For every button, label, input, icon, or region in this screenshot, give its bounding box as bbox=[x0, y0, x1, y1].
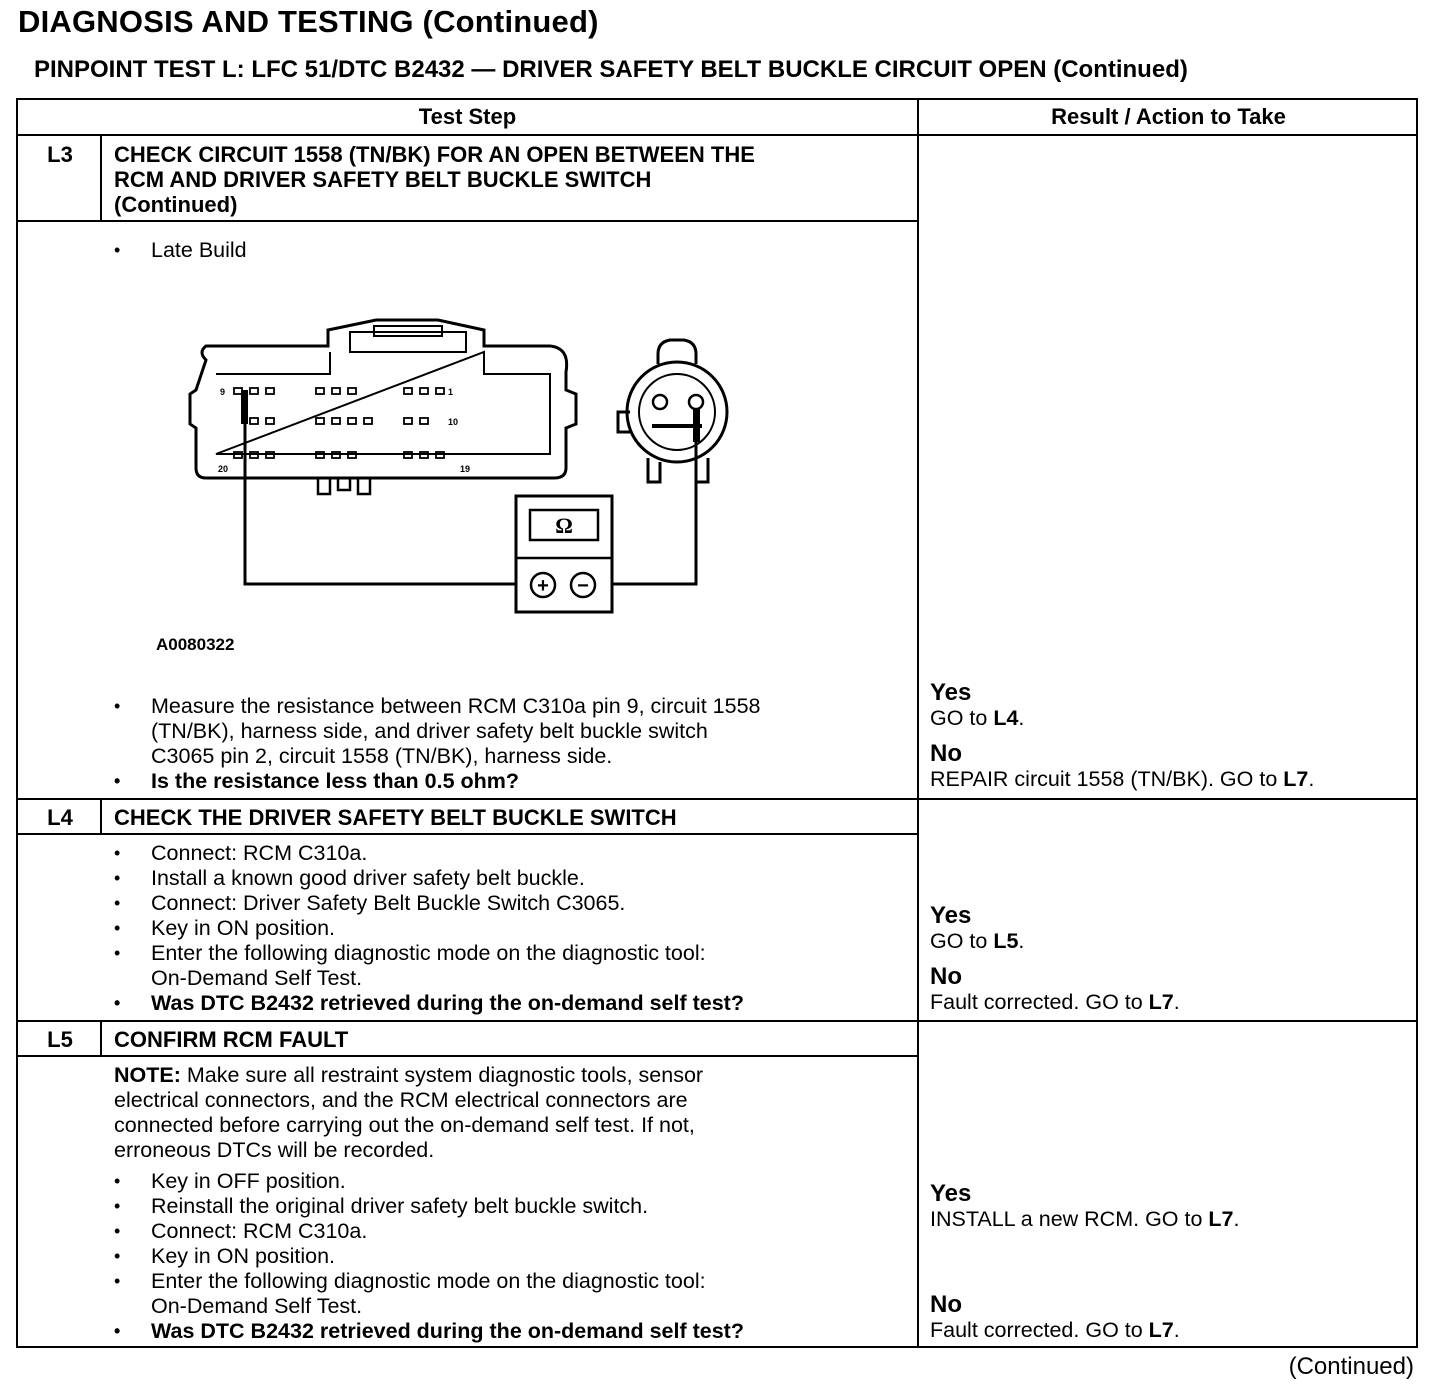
l5-result-yes: Yes INSTALL a new RCM. GO to L7. bbox=[930, 1180, 1240, 1231]
pin-label-9: 9 bbox=[220, 387, 226, 397]
l4-bottom-rule bbox=[18, 1020, 1418, 1022]
minus-terminal: − bbox=[577, 575, 589, 597]
yes-label: Yes bbox=[930, 902, 972, 929]
ohmmeter bbox=[516, 496, 612, 612]
probe-buckle-pin2 bbox=[693, 408, 700, 442]
list-item: • Install a known good driver safety belt buckle. bbox=[114, 866, 744, 891]
list-item: • Connect: RCM C310a. bbox=[114, 841, 744, 866]
go-to-link[interactable]: L7 bbox=[1283, 767, 1309, 791]
header-result-action: Result / Action to Take bbox=[1051, 104, 1286, 129]
step-id-l4: L4 bbox=[47, 805, 73, 830]
list-item: • Connect: Driver Safety Belt Buckle Switch C3065. bbox=[114, 891, 744, 916]
l4-procedure-list bbox=[114, 841, 744, 1016]
pinpoint-test-subtitle: PINPOINT TEST L: LFC 51/DTC B2432 — DRIVER SAFETY BELT BUCKLE CIRCUIT OPEN (Continued) bbox=[34, 56, 1188, 83]
list-item: • Enter the following diagnostic mode on the diagnostic tool: On-Demand Self Test. bbox=[114, 1269, 744, 1319]
list-item: • Connect: RCM C310a. bbox=[114, 1219, 744, 1244]
figure-id: A0080322 bbox=[156, 635, 235, 654]
rcm-connector-resistance-diagram bbox=[178, 312, 748, 632]
positive-lead bbox=[245, 424, 536, 584]
plus-terminal: + bbox=[537, 575, 549, 597]
list-item: • Key in ON position. bbox=[114, 1244, 744, 1269]
no-label: No bbox=[930, 963, 962, 990]
go-to-link[interactable]: L7 bbox=[1148, 1318, 1174, 1342]
page-title: DIAGNOSIS AND TESTING (Continued) bbox=[18, 4, 599, 39]
list-item: • Measure the resistance between RCM C310a pin 9, circuit 1558 (TN/BK), harness side, and driver safety belt buckle switch C3065 pin 2, circuit 1558 (TN/BK), harness side. bbox=[114, 694, 761, 769]
ohm-symbol: Ω bbox=[555, 513, 573, 538]
yes-label: Yes bbox=[930, 1180, 972, 1207]
go-to-link[interactable]: L5 bbox=[993, 929, 1019, 953]
no-label: No bbox=[930, 1291, 962, 1318]
step-id-l3: L3 bbox=[47, 142, 73, 167]
go-to-link[interactable]: L7 bbox=[1208, 1207, 1234, 1231]
go-to-link[interactable]: L4 bbox=[993, 706, 1019, 730]
l4-result: Yes GO to L5. No Fault corrected. GO to L7. bbox=[930, 902, 1180, 1014]
l4-title-rule bbox=[18, 833, 918, 835]
step-title-l4: CHECK THE DRIVER SAFETY BELT BUCKLE SWITCH bbox=[114, 805, 677, 830]
pin-label-20: 20 bbox=[218, 464, 229, 474]
pin-label-1: 1 bbox=[448, 387, 454, 397]
go-to-link[interactable]: L7 bbox=[1148, 990, 1174, 1014]
step-id-l5: L5 bbox=[47, 1027, 73, 1052]
no-label: No bbox=[930, 740, 962, 767]
list-item: • Reinstall the original driver safety belt buckle switch. bbox=[114, 1194, 744, 1219]
list-item-question: • Was DTC B2432 retrieved during the on-demand self test? bbox=[114, 1319, 744, 1344]
continued-footer: (Continued) bbox=[1288, 1353, 1414, 1380]
l3-result: Yes GO to L4. No REPAIR circuit 1558 (TN/BK). GO to L7. bbox=[930, 679, 1315, 791]
list-item-question: • Was DTC B2432 retrieved during the on-demand self test? bbox=[114, 991, 744, 1016]
l3-bottom-rule bbox=[18, 798, 1418, 800]
yes-label: Yes bbox=[930, 679, 972, 706]
l3-late-build-list bbox=[114, 238, 247, 263]
header-test-step: Test Step bbox=[418, 104, 517, 129]
buckle-switch-c3065-connector bbox=[618, 340, 727, 482]
list-item: • Key in ON position. bbox=[114, 916, 744, 941]
pinpoint-test-table bbox=[16, 98, 1418, 1348]
list-item: • Key in OFF position. bbox=[114, 1169, 744, 1194]
l3-procedure-list bbox=[114, 694, 761, 794]
column-divider bbox=[917, 100, 919, 1348]
list-item: • Enter the following diagnostic mode on the diagnostic tool: On-Demand Self Test. bbox=[114, 941, 744, 991]
step-title-l5: CONFIRM RCM FAULT bbox=[114, 1027, 349, 1052]
pin-label-10: 10 bbox=[448, 417, 459, 427]
probe-rcm-pin9 bbox=[241, 390, 248, 424]
l5-result-no: No Fault corrected. GO to L7. bbox=[930, 1291, 1180, 1342]
list-item-question: • Is the resistance less than 0.5 ohm? bbox=[114, 769, 761, 794]
pin-label-19: 19 bbox=[460, 464, 471, 474]
l5-title-rule bbox=[18, 1055, 918, 1057]
list-item: • Late Build bbox=[114, 238, 247, 263]
l5-procedure-list bbox=[114, 1169, 744, 1344]
step-title-l3: CHECK CIRCUIT 1558 (TN/BK) FOR AN OPEN BETWEEN THE RCM AND DRIVER SAFETY BELT BUCKLE SWITCH (Continued) bbox=[114, 142, 755, 217]
l5-note: NOTE: Make sure all restraint system diagnostic tools, sensor electrical connectors, and the RCM electrical connectors are connected before carrying out the on-demand self test. If not, erroneous DTCs will be recorded. bbox=[114, 1063, 704, 1162]
l3-title-rule bbox=[18, 220, 918, 222]
header-rule bbox=[18, 134, 1418, 136]
